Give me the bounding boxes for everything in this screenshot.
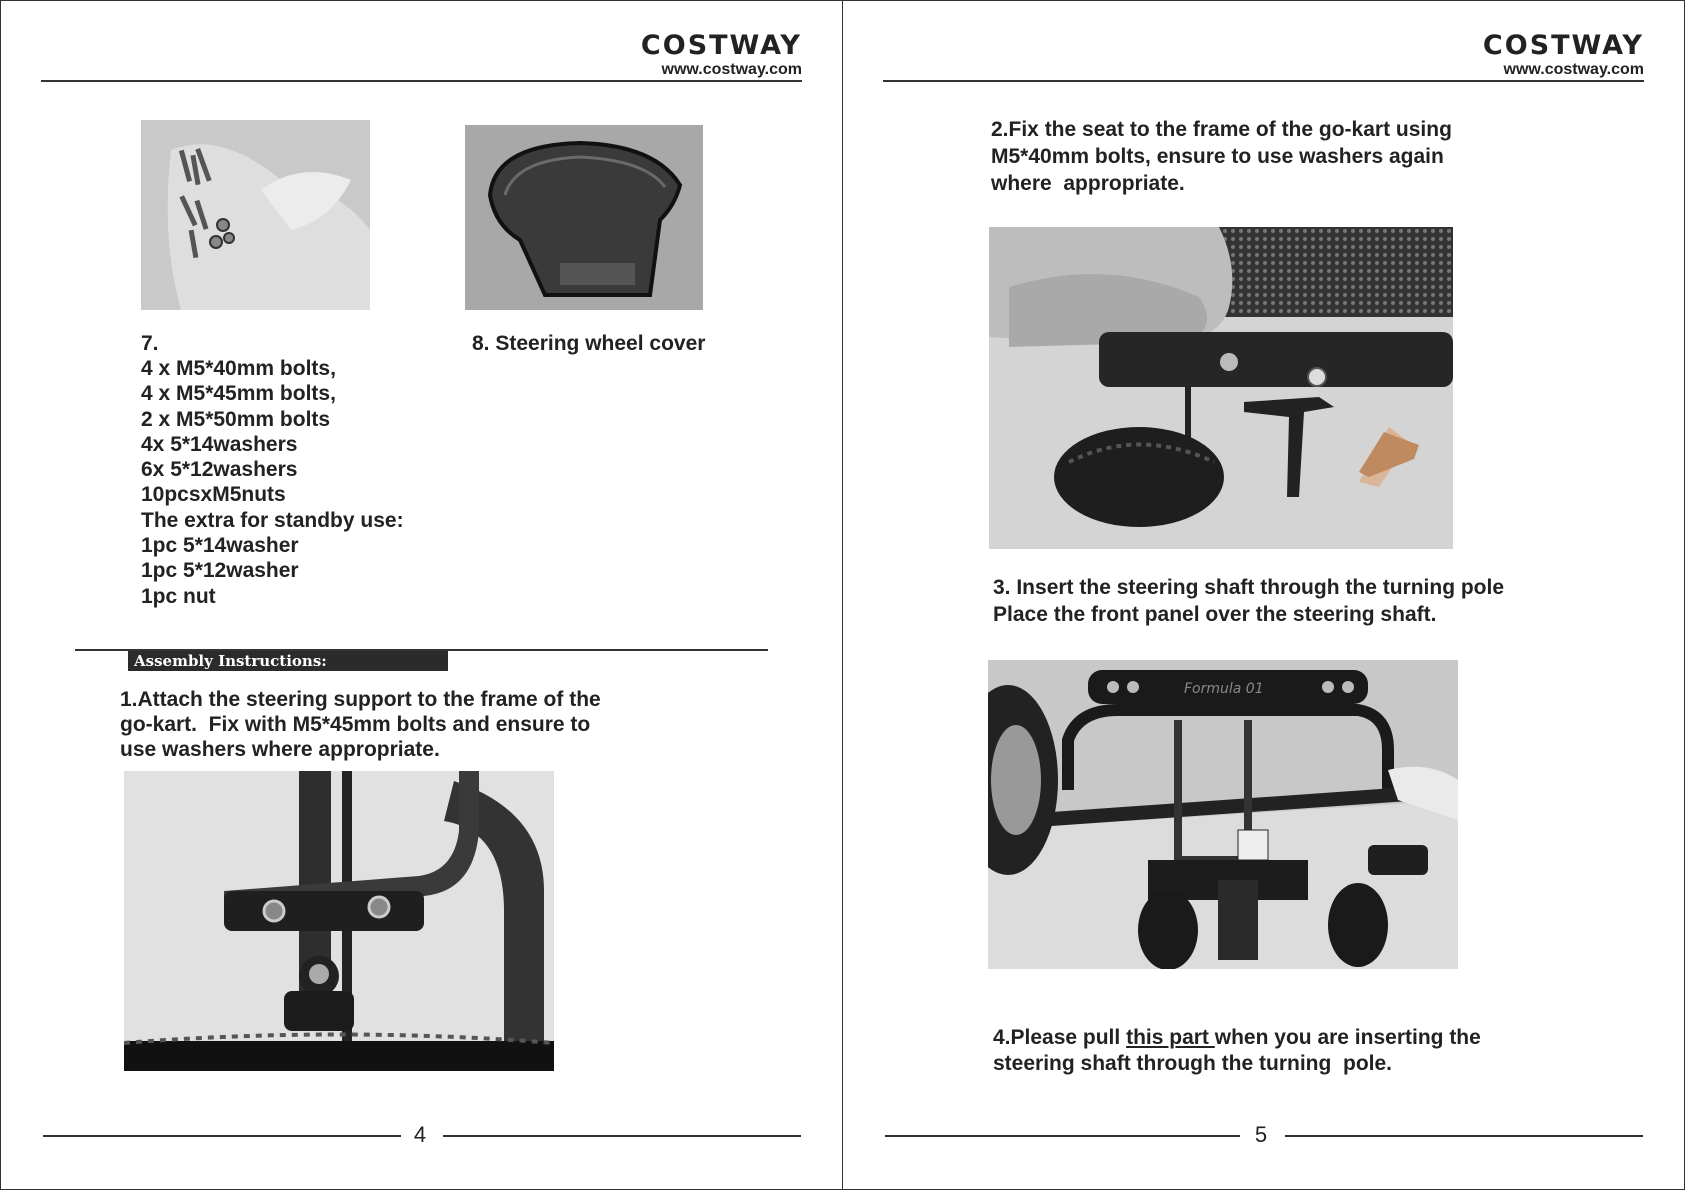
parts-list-item: The extra for standby use: [141, 508, 404, 532]
manual-page-left [0, 0, 843, 1190]
step2-line3: where appropriate. [991, 172, 1185, 195]
photo-steering-wheel-cover [465, 125, 703, 310]
footer-divider-left [885, 1135, 1240, 1137]
brand-url: www.costway.com [1503, 61, 1644, 78]
footer-divider-left [43, 1135, 401, 1137]
parts-list-item: 1pc nut [141, 584, 216, 608]
parts-list-item: 10pcsxM5nuts [141, 483, 286, 507]
parts-list-item: 1pc 5*12washer [141, 559, 299, 583]
header-divider [883, 80, 1644, 82]
step1-line3: use washers where appropriate. [120, 738, 440, 761]
photo-front-panel [988, 660, 1458, 969]
page-number: 4 [413, 1122, 427, 1147]
photo-seat-fixing [989, 227, 1453, 549]
parts-list-item: 4 x M5*40mm bolts, [141, 357, 336, 380]
item7-number: 7. [141, 332, 159, 355]
item7-parts-list [141, 356, 404, 609]
step3-line1: 3. Insert the steering shaft through the turning pole [993, 576, 1505, 599]
parts-list-item: 6x 5*12washers [141, 458, 298, 482]
brand-header [1483, 31, 1644, 79]
step1-line2: go-kart. Fix with M5*45mm bolts and ensure to [120, 713, 591, 736]
parts-list-item: 4x 5*14washers [141, 432, 298, 456]
parts-list-item: 1pc 5*14washer [141, 534, 299, 558]
costway-logo: COSTWAY [640, 30, 802, 61]
photo-hardware-bag [141, 120, 370, 310]
item8-caption: 8. Steering wheel cover [472, 332, 706, 355]
footer-divider-right [1285, 1135, 1643, 1137]
step1-line1: 1.Attach the steering support to the frame of the [120, 688, 601, 711]
manual-page-right [842, 0, 1685, 1190]
brand-header [641, 31, 802, 79]
costway-logo: COSTWAY [1482, 30, 1644, 61]
step4-underlined-part: this part [1126, 1026, 1215, 1049]
step3-line2: Place the front panel over the steering shaft. [993, 603, 1437, 626]
step4-line2: steering shaft through the turning pole. [993, 1052, 1392, 1075]
step4-text-prefix: 4.Please pull [993, 1026, 1127, 1049]
panel-label: Formula 01 [1184, 681, 1264, 697]
step4-line1 [993, 1025, 1481, 1050]
footer-divider-right [443, 1135, 801, 1137]
parts-list-item: 4 x M5*45mm bolts, [141, 382, 336, 406]
step4-text-suffix: when you are inserting the [1214, 1026, 1481, 1049]
assembly-instructions-heading: Assembly Instructions: [128, 651, 448, 671]
photo-steering-support [124, 771, 554, 1071]
page-number: 5 [1254, 1122, 1268, 1147]
step2-line1: 2.Fix the seat to the frame of the go-kart using [991, 118, 1452, 141]
step2-line2: M5*40mm bolts, ensure to use washers again [991, 145, 1444, 168]
parts-list-item: 2 x M5*50mm bolts [141, 407, 331, 431]
header-divider [41, 80, 802, 82]
brand-url: www.costway.com [661, 61, 802, 78]
